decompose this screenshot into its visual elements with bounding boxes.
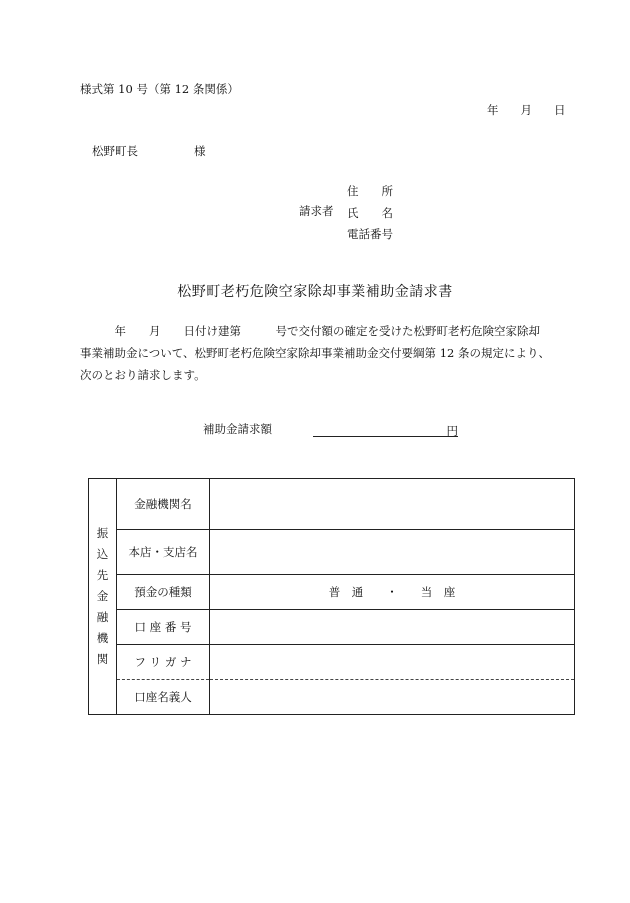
- table-row: [89, 610, 575, 645]
- account-number-field[interactable]: [210, 610, 575, 645]
- address-label: 住 所: [347, 184, 393, 198]
- section-char: 機: [96, 631, 109, 645]
- deposit-type-label: 預金の種類: [117, 575, 210, 610]
- document-title: 松野町老朽危険空家除却事業補助金請求書: [177, 284, 453, 300]
- account-holder-label: 口座名義人: [117, 680, 210, 715]
- form-number: 様式第 10 号（第 12 条関係）: [80, 82, 239, 96]
- section-char: 金: [96, 589, 109, 603]
- requester-fields: [347, 181, 393, 246]
- bank-name-label: 金融機関名: [117, 479, 210, 530]
- bank-section-label: [89, 479, 117, 715]
- furigana-field[interactable]: [210, 645, 575, 680]
- amount-field[interactable]: [313, 423, 458, 437]
- body-line-3: 次のとおり請求します。: [80, 368, 206, 382]
- bank-info-table: [88, 478, 575, 715]
- addressee-name: 松野町長: [92, 144, 138, 158]
- section-char: 込: [96, 547, 109, 561]
- name-label: 氏 名: [347, 205, 393, 220]
- table-row: [89, 680, 575, 715]
- account-number-label: 口 座 番 号: [117, 610, 210, 645]
- section-char: 関: [96, 652, 109, 666]
- furigana-label: フ リ ガ ナ: [117, 645, 210, 680]
- requester-label: 請求者: [299, 204, 334, 218]
- body-line-2: 事業補助金について、松野町老朽危険空家除却事業補助金交付要綱第 12 条の規定により、: [80, 346, 550, 360]
- date-year-label: 年: [487, 103, 499, 117]
- table-row: [89, 530, 575, 575]
- amount-unit: 円: [446, 424, 458, 438]
- section-char: 振: [96, 526, 109, 540]
- deposit-type-options[interactable]: 普 通 ・ 当 座: [210, 575, 575, 610]
- date-day-label: 日: [554, 103, 566, 117]
- table-row: [89, 645, 575, 680]
- branch-name-label: 本店・支店名: [117, 530, 210, 575]
- date-month-label: 月: [520, 103, 532, 117]
- section-char: 先: [96, 568, 109, 582]
- bank-name-field[interactable]: [210, 479, 575, 530]
- section-char: 融: [96, 610, 109, 624]
- branch-name-field[interactable]: [210, 530, 575, 575]
- amount-label: 補助金請求額: [203, 422, 272, 436]
- phone-label: 電話番号: [347, 227, 393, 241]
- addressee: [92, 143, 206, 159]
- addressee-honorific: 様: [194, 144, 206, 158]
- account-holder-field[interactable]: [210, 680, 575, 715]
- body-text: [80, 320, 590, 386]
- date-line: [487, 102, 566, 118]
- table-row: [89, 575, 575, 610]
- body-line-1: 年 月 日付け建第 号で交付額の確定を受けた松野町老朽危険空家除却: [80, 324, 540, 338]
- table-row: [89, 479, 575, 530]
